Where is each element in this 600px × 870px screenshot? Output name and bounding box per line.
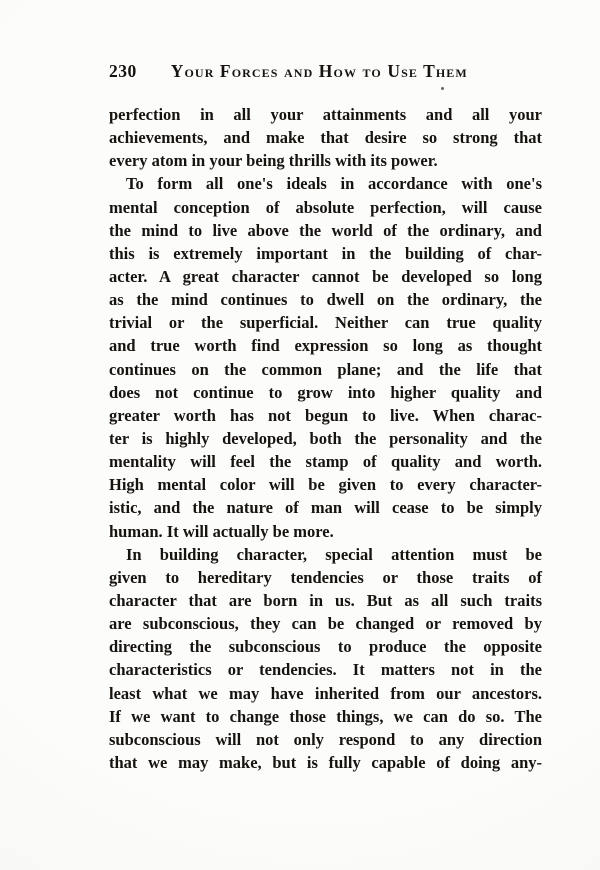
text-line: continues on the common plane; and the life that <box>109 359 542 379</box>
running-title: Your Forces and How to Use Them <box>170 61 468 81</box>
text-line: does not continue to grow into higher quality and <box>109 382 542 402</box>
scan-speck <box>441 87 444 90</box>
running-header <box>109 61 468 82</box>
text-line: human. It will actually be more. <box>109 521 334 541</box>
text-line: istic, and the nature of man will cease to be simply <box>109 498 542 518</box>
text-line: that we may make, but is fully capable of doing any- <box>109 752 542 772</box>
text-line: are subconscious, they can be changed or removed by <box>109 614 542 634</box>
text-line: and true worth find expression so long as thought <box>109 336 542 356</box>
text-line: ter is highly developed, both the personality and the <box>109 428 542 448</box>
text-line: acter. A great character cannot be developed so long <box>109 266 542 286</box>
text-line: the mind to live above the world of the ordinary, and <box>109 220 542 240</box>
text-line: directing the subconscious to produce the opposite <box>109 637 542 657</box>
text-line: In building character, special attention must be <box>126 544 542 564</box>
text-line: greater worth has not begun to live. When charac- <box>109 405 542 425</box>
text-line: mental conception of absolute perfection, will cause <box>109 197 542 217</box>
text-line: every atom in your being thrills with its power. <box>109 151 438 171</box>
text-line: given to hereditary tendencies or those traits of <box>109 567 542 587</box>
paragraph <box>109 543 542 774</box>
text-line: To form all one's ideals in accordance with one's <box>126 174 542 194</box>
paragraph <box>109 103 542 172</box>
text-line: least what we may have inherited from our ancestors. <box>109 683 542 703</box>
text-line: mentality will feel the stamp of quality and worth. <box>109 452 542 472</box>
text-line: achievements, and make that desire so strong that <box>109 128 542 148</box>
text-line: character that are born in us. But as all such traits <box>109 590 542 610</box>
text-line: this is extremely important in the building of char- <box>109 243 542 263</box>
text-line: subconscious will not only respond to any direction <box>109 729 542 749</box>
text-line: High mental color will be given to every character- <box>109 475 542 495</box>
text-line: If we want to change those things, we can do so. The <box>109 706 542 726</box>
body-text <box>109 103 542 774</box>
text-line: as the mind continues to dwell on the ordinary, the <box>109 290 542 310</box>
paragraph <box>109 172 542 542</box>
text-line: trivial or the superficial. Neither can true quality <box>109 313 542 333</box>
text-line: perfection in all your attainments and all your <box>109 105 542 124</box>
page-number: 230 <box>109 61 137 81</box>
text-line: characteristics or tendencies. It matters not in the <box>109 660 542 680</box>
